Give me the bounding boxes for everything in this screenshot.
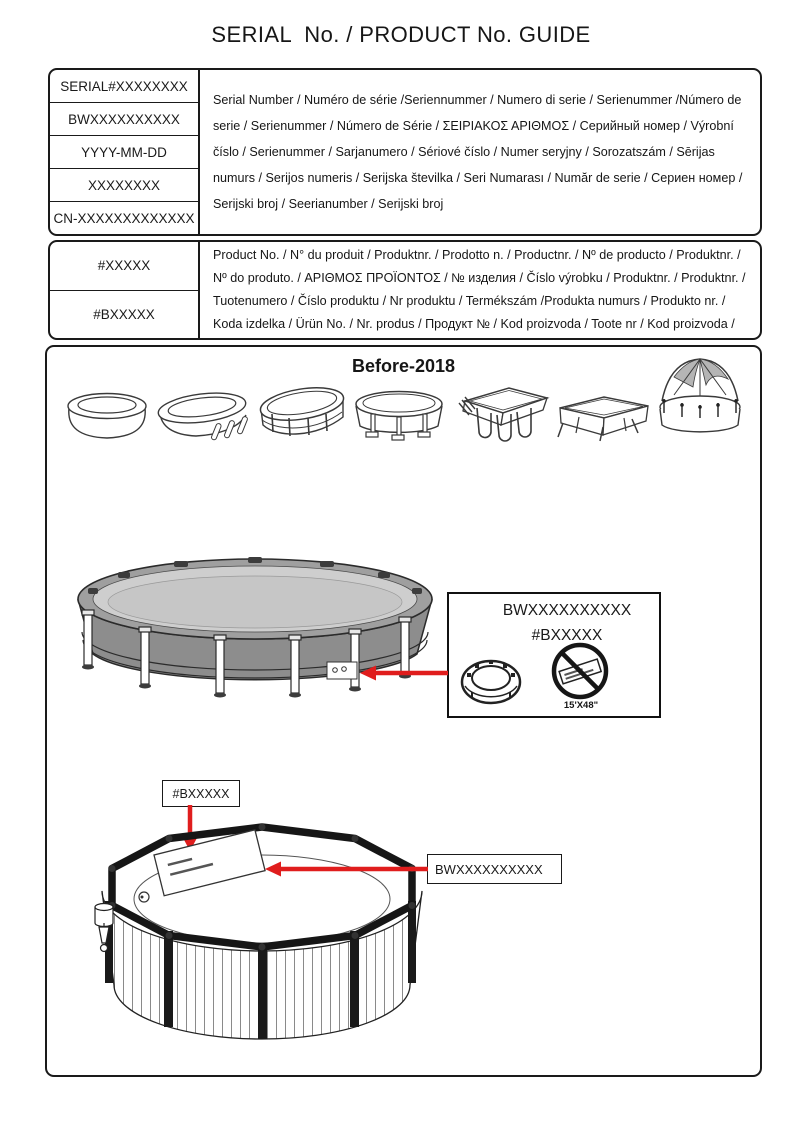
before-2018-heading: Before-2018 [351,356,456,376]
round-frame-pool-icon [351,387,447,443]
serial-cn-format: CN-XXXXXXXXXXXXX [53,210,195,226]
size-caption: 15'X48" [563,700,599,711]
oval-frame-pool-icon [256,385,348,443]
serial-number-panel [48,68,762,236]
product-number-panel [48,240,762,340]
product-number-translations: Product No. / N° du produit / Produktnr. / Prodotto n. / Productnr. / Nº de producto / Produktnr. / Nº do produto. / ΑΡΙΘΜΟΣ ΠΡΟΪΟΝΤΟΣ / № изделия / Číslo výrobku / Produktnr. / Produktnr. / Tuotenumero / Číslo produktu / Nr produktu / Termékszám /Produkta numurs / Produkto nr. / Koda izdelka / Ürün No. / Nr. produs / Продукт № / Kod proizvoda / Toote nr / Kod proizvoda / [213,248,746,331]
dome-canopy-pool-icon [654,355,746,443]
page-title: SERIAL No. / PRODUCT No. GUIDE [211,22,591,47]
serial-code-tag: BWXXXXXXXXXX [427,854,562,884]
product-b-code-format: #BXXXXX [93,306,155,322]
callout-product-code: #BXXXXX [531,627,603,644]
serial-plain-format: XXXXXXXX [50,169,198,202]
serial-plate-location [327,662,357,679]
steel-wall-pool-illustration [92,815,437,1055]
rect-frame-pool-icon [554,387,652,443]
rect-frame-pool-ladder-icon [449,381,551,443]
callout-serial-code: BWXXXXXXXXXX [502,602,632,619]
pool-type-icons-row [63,355,746,443]
serial-date-format: YYYY-MM-DD [50,136,198,169]
serial-code-format: SERIAL#XXXXXXXX [50,70,198,103]
serial-bw-format: BWXXXXXXXXXX [50,103,198,136]
product-code-tag: #BXXXXX [162,780,240,807]
red-arrow-to-serial-plate [358,660,450,686]
before-2018-panel [45,345,762,1077]
no-size-label-icon [549,640,611,702]
inflatable-round-pool-icon [63,391,151,443]
product-codes-column [50,242,200,338]
red-arrow-to-wall-label [264,858,428,880]
serial-number-translations: Serial Number / Numéro de série /Seriennummer / Numero di serie / Serienummer /Número de serie / Serienummer / Número de Série / ΣΕΙΡΙΑΚΟΣ ΑΡΙΘΜΟΣ / Серийный номер / Výrobní číslo / Serienummer / Sarjanumero / Sériové číslo / Numer seryjny / Sorozatszám / Sērijas numurs / Serijos numeris / Serijska številka / Seri Numarası / Număr de serie / Сериен номер / Serijski broj / Seerianumber / Serijski broj [213,93,743,211]
product-code-format: #XXXXX [50,242,198,291]
serial-codes-column [50,70,200,234]
serial-location-callout [447,592,661,718]
top-rail-connector-icon [459,652,523,710]
oval-ring-pool-icon [154,391,254,443]
